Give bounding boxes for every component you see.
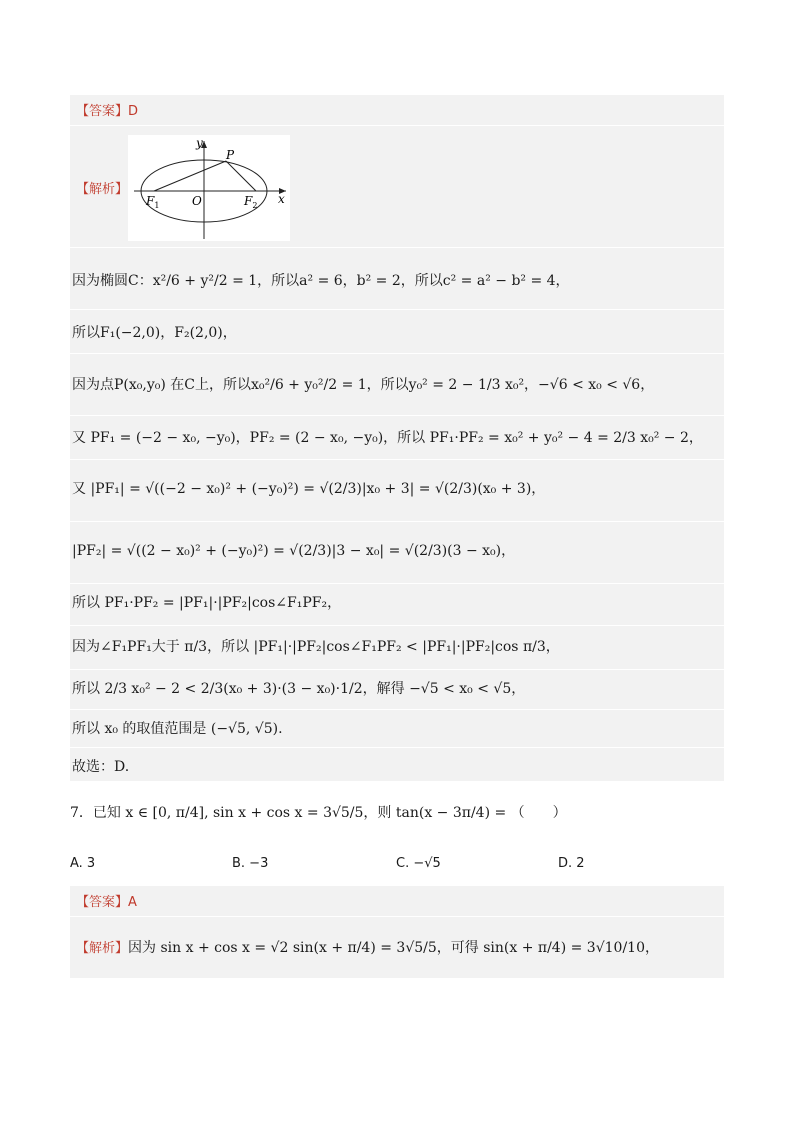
answer-row-7 bbox=[76, 892, 730, 913]
solution-line-10: 所以 x₀ 的取值范围是 (−√5, √5). bbox=[72, 721, 283, 737]
solution-line-1: 因为椭圆C：x²/6 + y²/2 = 1，所以a² = 6，b² = 2，所以c² = a² − b² = 4， bbox=[72, 273, 570, 289]
solution-line-2: 所以F₁(−2,0)，F₂(2,0)， bbox=[72, 325, 237, 341]
label-f1: $F_1$ bbox=[146, 194, 160, 210]
option-b: B. −3 bbox=[232, 856, 269, 871]
analysis-tag-7: 【解析】 bbox=[76, 941, 129, 956]
analysis-row-7 bbox=[76, 938, 730, 959]
question-number: 7． bbox=[70, 805, 93, 821]
solution-line-5: 又 |PF₁| = √((−2 − x₀)² + (−y₀)²) = √(2/3)|x₀ + 3| = √(2/3)(x₀ + 3)， bbox=[72, 481, 546, 497]
label-f2: $F_2$ bbox=[244, 194, 258, 210]
solution-line-6: |PF₂| = √((2 − x₀)² + (−y₀)²) = √(2/3)|3 − x₀| = √(2/3)(3 − x₀)， bbox=[72, 543, 516, 559]
label-x: x bbox=[278, 192, 285, 206]
answer-tag: 【答案】 bbox=[76, 104, 129, 119]
solution-line-9: 所以 2/3 x₀² − 2 < 2/3(x₀ + 3)·(3 − x₀)·1/2，解得 −√5 < x₀ < √5， bbox=[72, 681, 526, 697]
answer-value-7: A bbox=[128, 895, 137, 910]
solution-line-4: 又 PF₁ = (−2 − x₀, −y₀)，PF₂ = (2 − x₀, −y₀)，所以 PF₁·PF₂ = x₀² + y₀² − 4 = 2/3 x₀² − 2， bbox=[72, 430, 703, 446]
question-7 bbox=[70, 803, 567, 823]
solution-line-11: 故选：D. bbox=[72, 759, 130, 775]
question-text: 已知 x ∈ [0, π/4], sin x + cos x = 3√5/5，则 tan(x − 3π/4) = （ ） bbox=[92, 805, 567, 821]
analysis-tag: 【解析】 bbox=[76, 182, 129, 197]
ellipse-figure bbox=[128, 135, 290, 241]
solution-line-8: 因为∠F₁PF₁大于 π/3，所以 |PF₁|·|PF₂|cos∠F₁PF₂ < |PF₁|·|PF₂|cos π/3， bbox=[72, 639, 560, 655]
solution-line-7: 所以 PF₁·PF₂ = |PF₁|·|PF₂|cos∠F₁PF₂， bbox=[72, 595, 342, 611]
answer-tag-7: 【答案】 bbox=[76, 895, 129, 910]
ellipse-diagram bbox=[128, 135, 290, 241]
solution-block-6 bbox=[70, 95, 724, 781]
label-o: O bbox=[192, 194, 202, 208]
label-p: P bbox=[226, 148, 235, 162]
solution-line-3: 因为点P(x₀,y₀) 在C上，所以x₀²/6 + y₀²/2 = 1，所以y₀² = 2 − 1/3 x₀²，−√6 < x₀ < √6， bbox=[72, 377, 655, 393]
option-c: C. −√5 bbox=[396, 856, 441, 871]
solution-block-7 bbox=[70, 886, 724, 978]
label-y: y bbox=[196, 136, 203, 150]
option-a: A. 3 bbox=[70, 856, 96, 871]
option-d: D. 2 bbox=[558, 856, 585, 871]
analysis-line-7: 因为 sin x + cos x = √2 sin(x + π/4) = 3√5/5，可得 sin(x + π/4) = 3√10/10， bbox=[128, 940, 659, 956]
answer-value: D bbox=[128, 104, 139, 119]
answer-row bbox=[76, 101, 730, 122]
